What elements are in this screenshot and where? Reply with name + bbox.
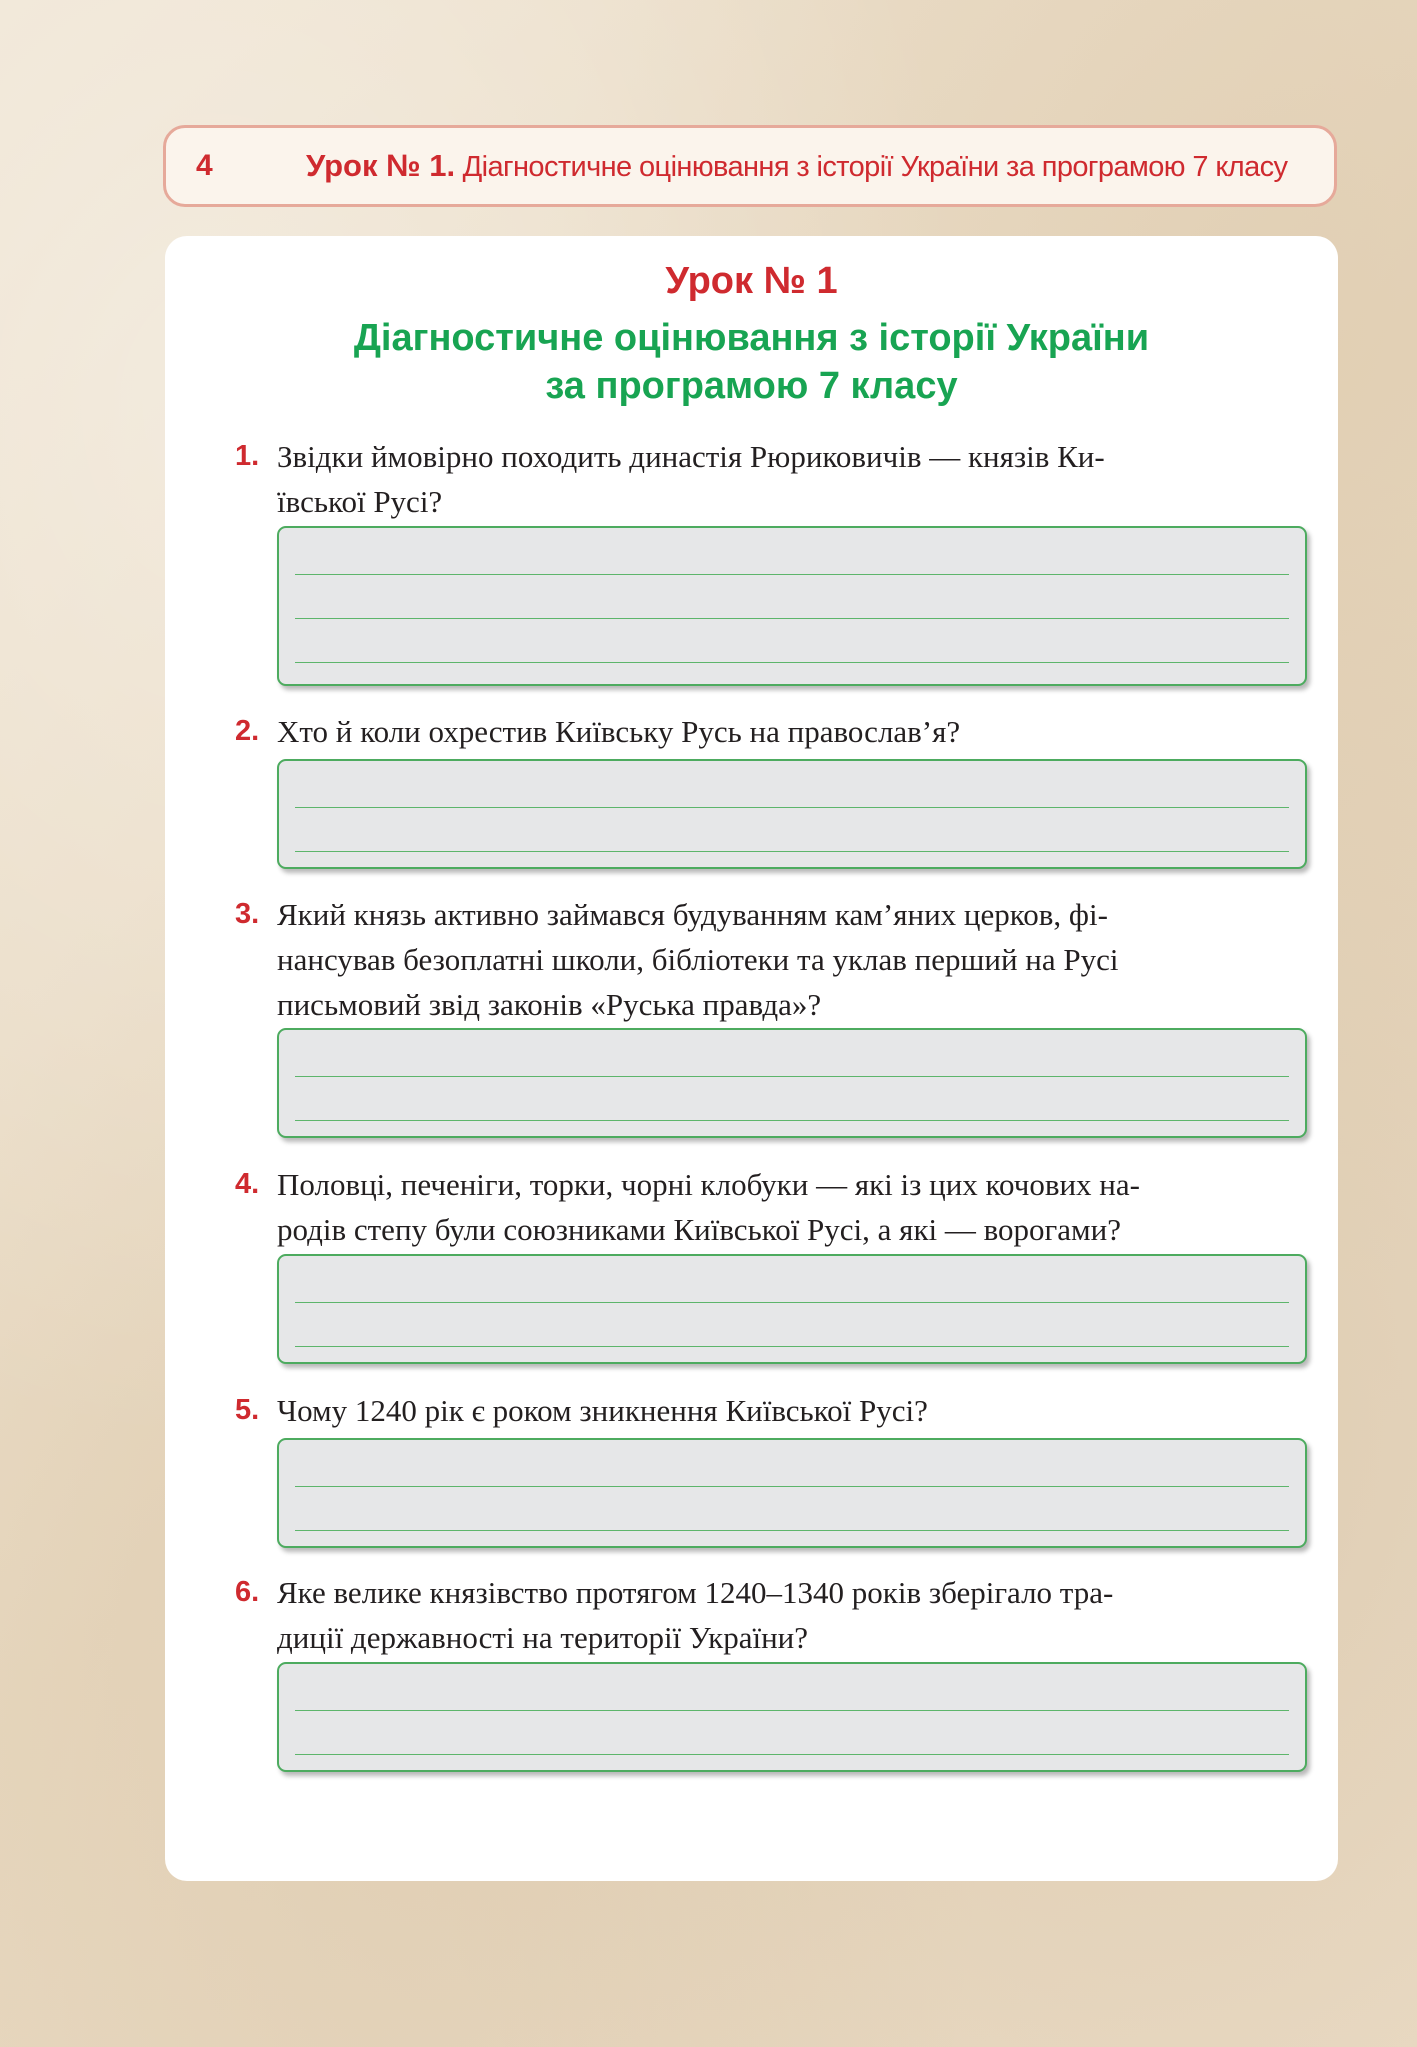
question-text: Яке велике князівство протягом 1240–1340 років зберігало тра- диції державності на території України? bbox=[277, 1575, 1114, 1655]
answer-line bbox=[295, 574, 1289, 575]
question-number: 3. bbox=[235, 898, 260, 930]
answer-line bbox=[295, 618, 1289, 619]
answer-line bbox=[295, 1302, 1289, 1303]
answer-line bbox=[295, 1346, 1289, 1347]
running-title bbox=[306, 148, 1287, 184]
worksheet-panel bbox=[165, 236, 1338, 1881]
answer-line bbox=[295, 851, 1289, 852]
answer-field[interactable] bbox=[277, 759, 1307, 869]
question-text: Який князь активно займався будуванням кам’яних церков, фі- нансував безоплатні школи, бібліотеки та уклав перший на Русі письмовий звід законів «Руська правда»? bbox=[277, 897, 1119, 1022]
page-number: 4 bbox=[196, 149, 213, 182]
answer-field[interactable] bbox=[277, 1028, 1307, 1138]
question-text: Хто й коли охрестив Київську Русь на православ’я? bbox=[277, 714, 961, 749]
lesson-subtitle-line-2: за програмою 7 класу bbox=[545, 365, 958, 407]
question-text: Половці, печеніги, торки, чорні клобуки — які із цих кочових на- родів степу були союзниками Київської Русі, а які — ворогами? bbox=[277, 1167, 1140, 1247]
question-text: Звідки ймовірно походить династія Рюриковичів — князів Ки- ївської Русі? bbox=[277, 439, 1105, 519]
lesson-subtitle bbox=[165, 314, 1338, 410]
answer-line bbox=[295, 807, 1289, 808]
question-number: 2. bbox=[235, 715, 260, 747]
question-number: 4. bbox=[235, 1168, 260, 1200]
question-text: Чому 1240 рік є роком зникнення Київської Русі? bbox=[277, 1393, 928, 1428]
running-title-text: Діагностичне оцінювання з історії України за програмою 7 класу bbox=[462, 151, 1288, 183]
answer-line bbox=[295, 1710, 1289, 1711]
answer-field[interactable] bbox=[277, 526, 1307, 686]
question-number: 5. bbox=[235, 1394, 260, 1426]
page-header bbox=[163, 125, 1337, 207]
question-number: 6. bbox=[235, 1576, 260, 1608]
answer-line bbox=[295, 1076, 1289, 1077]
answer-line bbox=[295, 662, 1289, 663]
answer-line bbox=[295, 1530, 1289, 1531]
answer-field[interactable] bbox=[277, 1438, 1307, 1548]
answer-field[interactable] bbox=[277, 1662, 1307, 1772]
answer-line bbox=[295, 1486, 1289, 1487]
lesson-subtitle-line-1: Діагностичне оцінювання з історії України bbox=[353, 317, 1150, 359]
question-number: 1. bbox=[235, 440, 260, 472]
answer-field[interactable] bbox=[277, 1254, 1307, 1364]
answer-line bbox=[295, 1754, 1289, 1755]
running-title-lesson-label: Урок № 1. bbox=[306, 148, 456, 183]
lesson-heading: Урок № 1 bbox=[665, 260, 838, 302]
answer-line bbox=[295, 1120, 1289, 1121]
